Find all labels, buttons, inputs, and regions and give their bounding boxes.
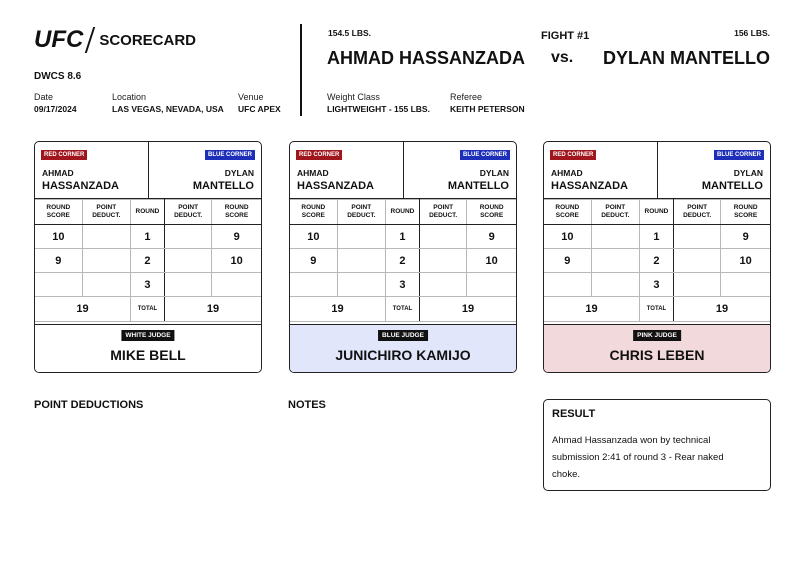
- judge-scorecard-2: [289, 141, 517, 373]
- red-score: 10: [290, 225, 337, 249]
- round-row: [290, 249, 516, 273]
- judge-badge: PINK JUDGE: [633, 330, 681, 341]
- red-deduct: [337, 225, 385, 249]
- score-table: [544, 199, 770, 322]
- notes-title: NOTES: [288, 399, 326, 411]
- red-score: [544, 273, 591, 297]
- blue-first-name: DYLAN: [733, 168, 763, 178]
- blue-deduct: [674, 225, 721, 249]
- round-row: [35, 273, 261, 297]
- red-deduct: [82, 225, 130, 249]
- header-blue-point-deduct: POINT DEDUCT.: [674, 200, 721, 225]
- header-red-round-score: ROUND SCORE: [544, 200, 591, 225]
- blue-deduct: [420, 225, 467, 249]
- total-row: [544, 297, 770, 322]
- logo-text: UFC: [34, 26, 84, 53]
- blue-deduct: [420, 249, 467, 273]
- header-blue-round-score: ROUND SCORE: [467, 200, 516, 225]
- red-last-name: HASSANZADA: [551, 180, 628, 192]
- round-number: 2: [130, 249, 164, 273]
- blue-first-name: DYLAN: [479, 168, 509, 178]
- blue-corner-badge: BLUE CORNER: [460, 150, 510, 160]
- blue-deduct: [165, 249, 212, 273]
- score-table-header: [290, 200, 516, 225]
- blue-score: 10: [721, 249, 770, 273]
- red-score: 9: [35, 249, 82, 273]
- logo-slash-divider: [85, 27, 95, 53]
- score-table-header: [544, 200, 770, 225]
- header-blue-point-deduct: POINT DEDUCT.: [420, 200, 467, 225]
- judge-name: MIKE BELL: [110, 347, 186, 363]
- blue-score: 9: [467, 225, 516, 249]
- fight-number: FIGHT #1: [541, 30, 590, 42]
- red-score: [290, 273, 337, 297]
- red-score: 9: [290, 249, 337, 273]
- score-table-header: [35, 200, 261, 225]
- red-deduct: [591, 225, 639, 249]
- judge-name: CHRIS LEBEN: [609, 347, 705, 363]
- header-red-round-score: ROUND SCORE: [290, 200, 337, 225]
- document-title: SCORECARD: [99, 31, 197, 49]
- red-total: 19: [35, 297, 130, 322]
- judge-panel: [35, 324, 261, 373]
- result-text: Ahmad Hassanzada won by technical submission 2:41 of round 3 - Rear naked choke.: [552, 435, 724, 480]
- round-number: 2: [385, 249, 419, 273]
- blue-score: [467, 273, 516, 297]
- total-label: TOTAL: [639, 297, 673, 322]
- round-number: 3: [130, 273, 164, 297]
- point-deductions-title: POINT DEDUCTIONS: [34, 399, 144, 411]
- header-red-point-deduct: POINT DEDUCT.: [591, 200, 639, 225]
- round-row: [290, 225, 516, 249]
- blue-last-name: MANTELLO: [192, 180, 254, 192]
- red-score: 10: [35, 225, 82, 249]
- corner-header: [35, 142, 261, 199]
- total-label: TOTAL: [130, 297, 164, 322]
- ufc-logo: [34, 26, 196, 54]
- versus-label: vs.: [551, 49, 574, 66]
- red-score: 9: [544, 249, 591, 273]
- blue-total: 19: [674, 297, 770, 322]
- judge-panel: [544, 324, 770, 373]
- blue-score: [212, 273, 261, 297]
- corner-header: [290, 142, 516, 199]
- header-red-point-deduct: POINT DEDUCT.: [337, 200, 385, 225]
- blue-score: 9: [721, 225, 770, 249]
- venue-value: UFC APEX: [238, 104, 281, 114]
- round-row: [544, 225, 770, 249]
- round-number: 1: [130, 225, 164, 249]
- round-number: 1: [639, 225, 673, 249]
- header-blue-round-score: ROUND SCORE: [212, 200, 261, 225]
- red-corner-badge: RED CORNER: [296, 150, 342, 160]
- header-round: ROUND: [639, 200, 673, 225]
- round-number: 2: [639, 249, 673, 273]
- red-score: 10: [544, 225, 591, 249]
- corner-divider: [403, 142, 404, 199]
- red-total: 19: [544, 297, 639, 322]
- corner-divider: [657, 142, 658, 199]
- blue-last-name: MANTELLO: [447, 180, 509, 192]
- red-corner-badge: RED CORNER: [550, 150, 596, 160]
- weight-class-value: LIGHTWEIGHT - 155 LBS.: [327, 104, 430, 114]
- red-deduct: [591, 249, 639, 273]
- score-table: [35, 199, 261, 322]
- blue-score: [721, 273, 770, 297]
- result-box: [543, 399, 771, 491]
- red-deduct: [337, 273, 385, 297]
- blue-score: 9: [212, 225, 261, 249]
- date-label: Date: [34, 92, 54, 102]
- blue-last-name: MANTELLO: [701, 180, 763, 192]
- red-fighter-name: AHMAD HASSANZADA: [327, 48, 525, 68]
- judge-scorecard-1: [34, 141, 262, 373]
- location-value: LAS VEGAS, NEVADA, USA: [112, 104, 224, 114]
- round-row: [35, 225, 261, 249]
- blue-deduct: [165, 225, 212, 249]
- judge-panel: [290, 324, 516, 373]
- corner-header: [544, 142, 770, 199]
- round-number: 3: [639, 273, 673, 297]
- judge-badge: WHITE JUDGE: [121, 330, 174, 341]
- round-number: 3: [385, 273, 419, 297]
- date-value: 09/17/2024: [34, 104, 77, 114]
- red-last-name: HASSANZADA: [42, 180, 119, 192]
- red-score: [35, 273, 82, 297]
- judge-scorecard-3: [543, 141, 771, 373]
- event-name: DWCS 8.6: [34, 71, 82, 82]
- red-fighter-weight: 154.5 LBS.: [328, 28, 371, 38]
- round-number: 1: [385, 225, 419, 249]
- round-row: [290, 273, 516, 297]
- header-divider: [300, 24, 302, 116]
- blue-deduct: [674, 273, 721, 297]
- red-first-name: AHMAD: [551, 168, 583, 178]
- blue-corner-badge: BLUE CORNER: [205, 150, 255, 160]
- judge-name: JUNICHIRO KAMIJO: [335, 347, 471, 363]
- total-row: [290, 297, 516, 322]
- blue-fighter-name: DYLAN MANTELLO: [603, 48, 770, 68]
- total-row: [35, 297, 261, 322]
- red-deduct: [82, 273, 130, 297]
- round-row: [544, 249, 770, 273]
- blue-deduct: [165, 273, 212, 297]
- red-deduct: [337, 249, 385, 273]
- total-label: TOTAL: [385, 297, 419, 322]
- red-deduct: [82, 249, 130, 273]
- red-corner-badge: RED CORNER: [41, 150, 87, 160]
- result-title: RESULT: [552, 408, 596, 420]
- blue-score: 10: [212, 249, 261, 273]
- round-row: [35, 249, 261, 273]
- blue-total: 19: [420, 297, 516, 322]
- referee-label: Referee: [450, 92, 483, 102]
- blue-total: 19: [165, 297, 261, 322]
- blue-fighter-weight: 156 LBS.: [734, 28, 770, 38]
- score-table: [290, 199, 516, 322]
- header-red-point-deduct: POINT DEDUCT.: [82, 200, 130, 225]
- header-round: ROUND: [385, 200, 419, 225]
- red-last-name: HASSANZADA: [297, 180, 374, 192]
- venue-label: Venue: [238, 92, 264, 102]
- judge-badge: BLUE JUDGE: [378, 330, 428, 341]
- red-first-name: AHMAD: [42, 168, 74, 178]
- blue-score: 10: [467, 249, 516, 273]
- referee-value: KEITH PETERSON: [450, 104, 525, 114]
- red-total: 19: [290, 297, 385, 322]
- red-first-name: AHMAD: [297, 168, 329, 178]
- header-round: ROUND: [130, 200, 164, 225]
- round-row: [544, 273, 770, 297]
- blue-first-name: DYLAN: [224, 168, 254, 178]
- corner-divider: [148, 142, 149, 199]
- header-red-round-score: ROUND SCORE: [35, 200, 82, 225]
- blue-deduct: [674, 249, 721, 273]
- header-blue-round-score: ROUND SCORE: [721, 200, 770, 225]
- blue-deduct: [420, 273, 467, 297]
- location-label: Location: [112, 92, 147, 102]
- blue-corner-badge: BLUE CORNER: [714, 150, 764, 160]
- header-blue-point-deduct: POINT DEDUCT.: [165, 200, 212, 225]
- red-deduct: [591, 273, 639, 297]
- weight-class-label: Weight Class: [327, 92, 380, 102]
